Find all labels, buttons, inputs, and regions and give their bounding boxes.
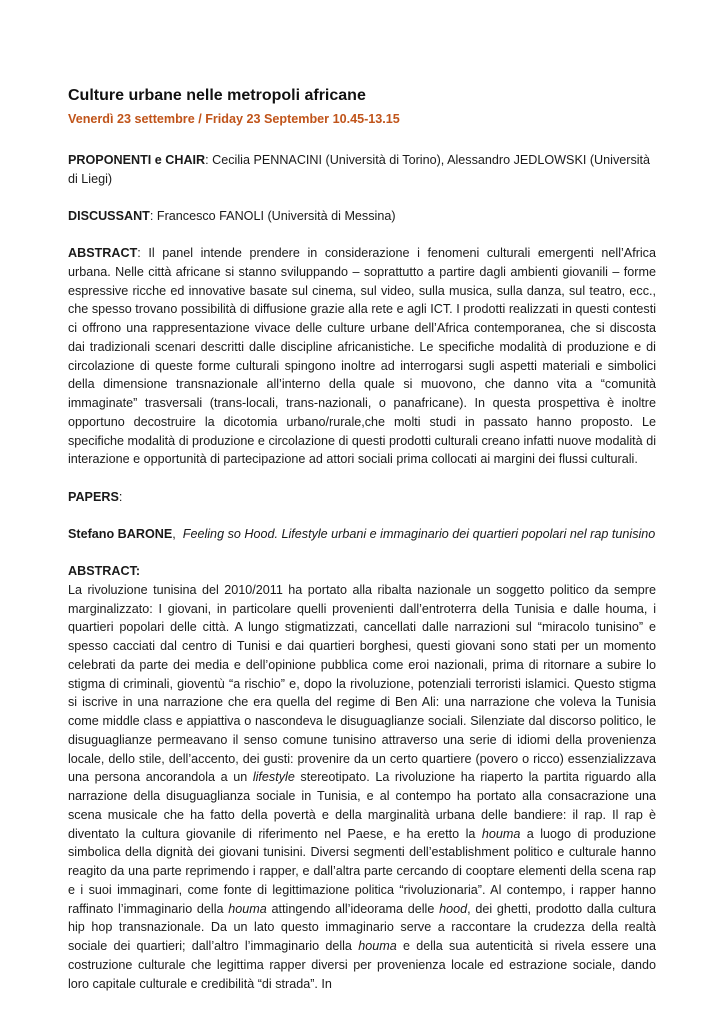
proponenti-line: [68, 151, 656, 189]
proponenti-value: : Cecilia PENNACINI (Università di Torino), Alessandro JEDLOWSKI (Università di Liegi): [68, 152, 651, 186]
session-date: Venerdì 23 settembre / Friday 23 September 10.45-13.15: [68, 112, 400, 126]
discussant-label: DISCUSSANT: [68, 208, 150, 223]
proponenti-label: PROPONENTI e CHAIR: [68, 152, 206, 167]
papers-heading: PAPERS:: [68, 489, 123, 504]
panel-abstract: [68, 244, 656, 469]
paper-entry: Stefano BARONE, Feeling so Hood. Lifestyle urbani e immaginario dei quartieri popolari nel rap tunisino: [68, 526, 656, 541]
paper-author: Stefano BARONE: [68, 526, 173, 541]
session-title: Culture urbane nelle metropoli africane: [68, 87, 366, 104]
document-page: [68, 86, 656, 993]
papers-label: PAPERS: [68, 489, 119, 504]
discussant-line: [68, 207, 656, 226]
panel-abstract-text: : Il panel intende prendere in considerazione i fenomeni culturali emergenti nell’Africa urbana. Nelle città africane si stanno sviluppando – soprattutto a partire dagli ambienti giovanili – forme espressive ricche ed innovative basate sul cinema, sul video, sulla musica, sulla danza, sul teatro, ecc., che spesso trovano possibilità di diffusione grazie alla rete e agli ICT. I prodotti realizzati in questi contesti ci offrono una rappresentazione vivace delle culture urbane dell’Africa contemporanea, che si discosta dai tradizionali scenari descritti dalle discipline africanistiche. Le specifiche modalità di produzione e di circolazione di queste forme culturali spingono inoltre ad interrogarsi sugli aspetti materiali e simbolici della dimensione transnazionale all’interno della quale si muovono, che danno vita a “comunità immaginate” trasversali (trans-locali, trans-nazionali, o panafricane). In questa prospettiva è inoltre opportuno decostruire la dicotomia urbano/rurale,che molti studi in passato hanno proposto. Le specifiche modalità di produzione e circolazione di questi prodotti culturali creano infatti nuove modalità di interazione e opportunità di partecipazione ad attori sociali prima collocati ai margini dei flussi culturali.: [68, 246, 656, 467]
discussant-value: : Francesco FANOLI (Università di Messina): [149, 208, 396, 223]
paper-abstract-text: La rivoluzione tunisina del 2010/2011 ha portato alla ribalta nazionale un soggetto politico da sempre marginalizzato: I giovani, in particolare quelli provenienti dall’entroterra della Tunisia e dalle houma, i quartieri popolari delle città. A lungo stigmatizzati, cancellati dalle narrazioni sul “miracolo tunisino” e spesso cacciati dal centro di Tunisi e dai quartieri borghesi, questi giovani sono stati per un momento celebrati da parte dei media e dell’opinione pubblica come eroi nazionali, prima di ritornare a subire lo stigma di criminali, gioventù “a rischio” e, dopo la rivoluzione, potenziali terroristi islamici. Questo stigma si iscrive in una narrazione che era quella del regime di Ben Ali: una narrazione che voleva la Tunisia come middle class e appiattiva o nascondeva le disuguaglianze sociali. Silenziate dal discorso politico, le disuguaglianze permeavano il senso comune tunisino attraverso una serie di idiomi della provenienza locale, dello stile, dell’accento, dei gusti: provenire da un certo quartiere (povero o ricco) essenzializzava una persona ancorandola a un lifestyle stereotipato. La rivoluzione ha riaperto la partita riguardo alla narrazione della disuguaglianza sociale in Tunisia, e al contempo ha portato alla consacrazione una scena musicale che ha fatto della povertà e della marginalità urbana delle bandiere: il rap. Il rap è diventato la cultura giovanile di riferimento nel Paese, e ha eretto la houma a luogo di produzione simbolica della dignità dei giovani tunisini. Diversi segmenti dell’establishment politico e culturale hanno reagito da una parte reprimendo i rapper, e dall’altra parte cercando di cooptare elementi della scena rap e i suoi immaginari, come fonte di legittimazione politica “rivoluzionaria”. Al contempo, i rapper hanno raffinato l’immaginario della houma attingendo all’ideorama delle hood, dei ghetti, prodotto dalla cultura hip hop transnazionale. Da un lato questo immaginario serve a raccontare la crudezza della realtà sociale dei quartieri; dall’altro l’immaginario della houma e della sua autenticità si rivela essere una costruzione culturale che legittima rapper diversi per provenienza locale ed estrazione sociale, dando loro capitale culturale e credibilità “di strada”. In: [68, 582, 656, 991]
paper-abstract-label: ABSTRACT: [68, 564, 136, 578]
panel-abstract-label: ABSTRACT: [68, 246, 138, 260]
paper-title: Feeling so Hood. Lifestyle urbani e immaginario dei quartieri popolari nel rap tunisino: [182, 526, 656, 541]
paper-abstract-heading: ABSTRACT:: [68, 564, 141, 578]
